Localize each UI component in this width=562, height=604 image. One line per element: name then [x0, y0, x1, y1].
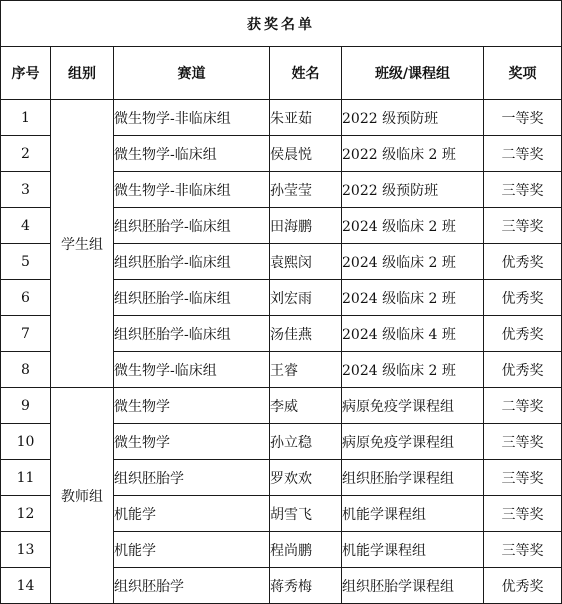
- header-group: 组别: [51, 47, 114, 100]
- row-name: 孙莹莹: [270, 172, 342, 208]
- row-track: 微生物学-临床组: [114, 136, 270, 172]
- row-track: 微生物学: [114, 388, 270, 424]
- row-track: 机能学: [114, 496, 270, 532]
- row-class: 2022 级预防班: [342, 172, 484, 208]
- row-name: 袁熙闵: [270, 244, 342, 280]
- row-award: 三等奖: [484, 460, 562, 496]
- row-award: 一等奖: [484, 100, 562, 136]
- row-name: 侯晨悦: [270, 136, 342, 172]
- row-no: 5: [1, 244, 51, 280]
- row-no: 13: [1, 532, 51, 568]
- table-row: [1, 100, 562, 136]
- row-award: 二等奖: [484, 388, 562, 424]
- row-award: 优秀奖: [484, 568, 562, 604]
- title-row: [1, 1, 562, 47]
- header-no: 序号: [1, 47, 51, 100]
- header-class: 班级/课程组: [342, 47, 484, 100]
- row-class: 机能学课程组: [342, 496, 484, 532]
- row-name: 李威: [270, 388, 342, 424]
- row-class: 2024 级临床 2 班: [342, 244, 484, 280]
- row-name: 孙立稳: [270, 424, 342, 460]
- header-track: 赛道: [114, 47, 270, 100]
- header-row: [1, 47, 562, 100]
- row-no: 12: [1, 496, 51, 532]
- row-track: 组织胚胎学-临床组: [114, 280, 270, 316]
- row-award: 三等奖: [484, 424, 562, 460]
- row-class: 2024 级临床 2 班: [342, 280, 484, 316]
- row-no: 9: [1, 388, 51, 424]
- row-class: 2024 级临床 2 班: [342, 208, 484, 244]
- row-no: 10: [1, 424, 51, 460]
- row-no: 14: [1, 568, 51, 604]
- row-class: 病原免疫学课程组: [342, 388, 484, 424]
- row-name: 王睿: [270, 352, 342, 388]
- group-teacher: 教师组: [51, 388, 114, 604]
- row-award: 三等奖: [484, 532, 562, 568]
- row-award: 三等奖: [484, 172, 562, 208]
- row-award: 优秀奖: [484, 280, 562, 316]
- row-track: 组织胚胎学-临床组: [114, 244, 270, 280]
- row-name: 程尚鹏: [270, 532, 342, 568]
- row-no: 8: [1, 352, 51, 388]
- row-no: 6: [1, 280, 51, 316]
- row-award: 三等奖: [484, 208, 562, 244]
- row-name: 罗欢欢: [270, 460, 342, 496]
- row-class: 组织胚胎学课程组: [342, 568, 484, 604]
- row-class: 2024 级临床 2 班: [342, 352, 484, 388]
- table-title: 获奖名单: [1, 1, 562, 47]
- row-name: 刘宏雨: [270, 280, 342, 316]
- row-track: 组织胚胎学-临床组: [114, 208, 270, 244]
- row-name: 田海鹏: [270, 208, 342, 244]
- row-name: 蒋秀梅: [270, 568, 342, 604]
- group-student: 学生组: [51, 100, 114, 388]
- row-track: 微生物学-临床组: [114, 352, 270, 388]
- row-name: 汤佳燕: [270, 316, 342, 352]
- row-no: 3: [1, 172, 51, 208]
- row-class: 病原免疫学课程组: [342, 424, 484, 460]
- row-no: 4: [1, 208, 51, 244]
- row-class: 组织胚胎学课程组: [342, 460, 484, 496]
- row-class: 2022 级预防班: [342, 100, 484, 136]
- row-award: 二等奖: [484, 136, 562, 172]
- row-name: 朱亚茹: [270, 100, 342, 136]
- header-award: 奖项: [484, 47, 562, 100]
- row-track: 机能学: [114, 532, 270, 568]
- row-no: 7: [1, 316, 51, 352]
- header-name: 姓名: [270, 47, 342, 100]
- row-no: 11: [1, 460, 51, 496]
- row-track: 组织胚胎学: [114, 568, 270, 604]
- row-class: 机能学课程组: [342, 532, 484, 568]
- row-track: 微生物学-非临床组: [114, 172, 270, 208]
- table-row: [1, 388, 562, 424]
- row-class: 2024 级临床 4 班: [342, 316, 484, 352]
- row-track: 微生物学-非临床组: [114, 100, 270, 136]
- row-class: 2022 级临床 2 班: [342, 136, 484, 172]
- row-no: 2: [1, 136, 51, 172]
- row-track: 微生物学: [114, 424, 270, 460]
- row-award: 优秀奖: [484, 244, 562, 280]
- row-name: 胡雪飞: [270, 496, 342, 532]
- row-award: 优秀奖: [484, 316, 562, 352]
- row-award: 三等奖: [484, 496, 562, 532]
- row-track: 组织胚胎学-临床组: [114, 316, 270, 352]
- row-track: 组织胚胎学: [114, 460, 270, 496]
- row-award: 优秀奖: [484, 352, 562, 388]
- row-no: 1: [1, 100, 51, 136]
